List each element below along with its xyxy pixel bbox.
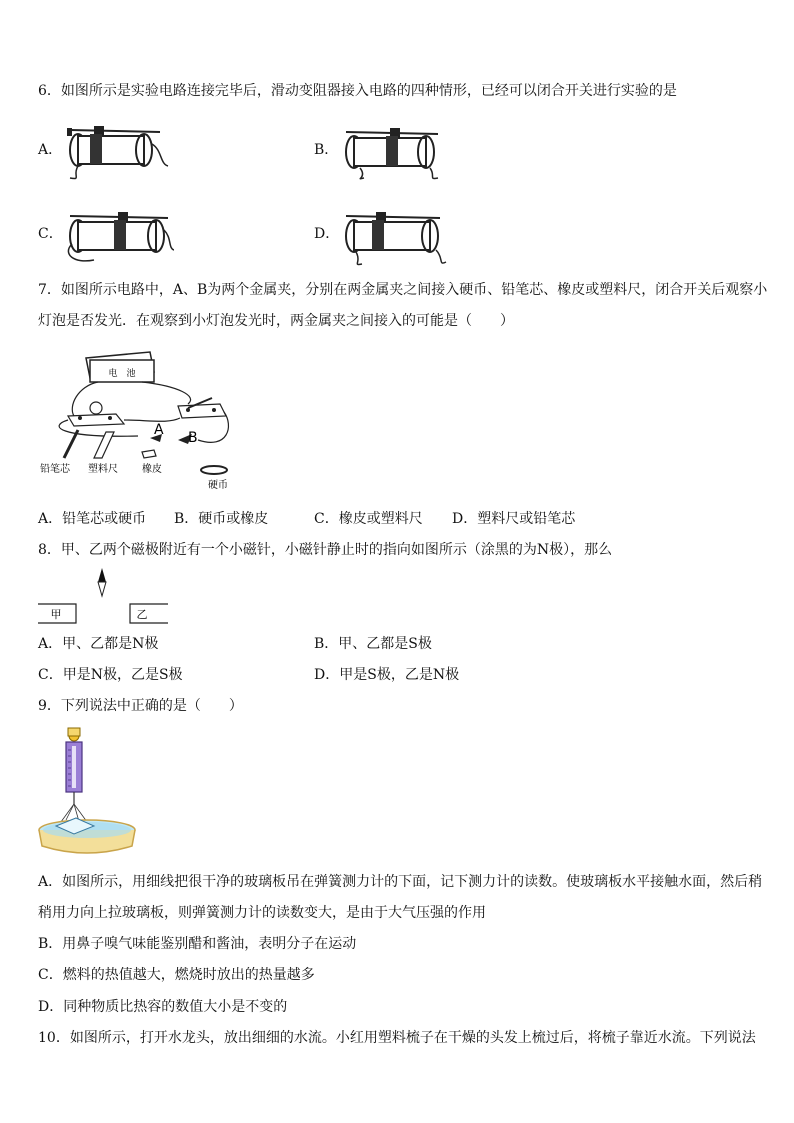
q7-stem-line1: 7．如图所示电路中，A、B为两个金属夹，分别在两金属夹之间接入硬币、铅笔芯、橡皮或塑料尺，闭合开关后观察小 — [38, 282, 768, 298]
rheostat-a-figure — [64, 120, 174, 180]
q9-option-d: D．同种物质比热容的数值大小是不变的 — [38, 999, 288, 1015]
q8-option-a: A．甲、乙都是N极 — [38, 636, 159, 652]
q9-option-c: C．燃料的热值越大，燃烧时放出的热量越多 — [38, 967, 315, 983]
q9-stem: 9．下列说法中正确的是（ ） — [38, 698, 243, 714]
rheostat-d-figure — [340, 204, 450, 266]
pencil-label: 铅笔芯 — [40, 464, 70, 475]
magnet-jia-label: 甲 — [50, 608, 62, 621]
spring-scale-figure — [36, 726, 138, 858]
q7-option-d: D．塑料尺或铅笔芯 — [452, 511, 576, 527]
eraser-label: 橡皮 — [142, 464, 162, 475]
rheostat-c-figure — [64, 204, 174, 266]
compass-south-half — [98, 582, 106, 596]
q6-stem: 6．如图所示是实验电路连接完毕后，滑动变阻器接入电路的四种情形，已经可以闭合开关进行实验的是 — [38, 83, 677, 99]
clamp-a-label: A — [154, 422, 164, 438]
compass-north-half — [98, 568, 106, 582]
q6-option-a-label: A． — [38, 142, 63, 158]
coin-label: 硬币 — [208, 480, 228, 491]
q9-option-b: B．用鼻子嗅气味能鉴别醋和酱油，表明分子在运动 — [38, 936, 357, 952]
q6-option-d-label: D． — [314, 226, 340, 242]
q7-stem-line2: 灯泡是否发光．在观察到小灯泡发光时，两金属夹之间接入的可能是（ ） — [38, 313, 514, 329]
q10-stem: 10．如图所示，打开水龙头，放出细细的水流。小红用塑料梳子在干燥的头发上梳过后，将梳子靠近水流。下列说法 — [38, 1030, 756, 1046]
q9-option-a-line2: 稍用力向上拉玻璃板，则弹簧测力计的读数变大，是由于大气压强的作用 — [38, 905, 486, 921]
q9-option-a-line1: A．如图所示，用细线把很干净的玻璃板吊在弹簧测力计的下面，记下测力计的读数。使玻璃板水平接触水面，然后稍 — [38, 874, 763, 890]
q8-stem: 8．甲、乙两个磁极附近有一个小磁针，小磁针静止时的指向如图所示（涂黑的为N极），那么 — [38, 542, 613, 558]
circuit-figure — [38, 346, 238, 496]
q7-option-a: A．铅笔芯或硬币 — [38, 511, 147, 527]
clamp-b-label: B — [188, 430, 198, 446]
q7-option-c: C．橡皮或塑料尺 — [314, 511, 423, 527]
magnet-figure — [36, 566, 176, 626]
q8-option-d: D．甲是S极，乙是N极 — [314, 667, 460, 683]
magnet-yi-label: 乙 — [136, 608, 148, 621]
rheostat-b-figure — [340, 120, 450, 180]
q6-option-b-label: B． — [314, 142, 339, 158]
battery-label: 电 池 — [108, 369, 136, 379]
q7-option-b: B．硬币或橡皮 — [174, 511, 269, 527]
q6-option-c-label: C． — [38, 226, 63, 242]
q8-option-c: C．甲是N极，乙是S极 — [38, 667, 183, 683]
ruler-label: 塑料尺 — [88, 464, 118, 475]
q8-option-b: B．甲、乙都是S极 — [314, 636, 432, 652]
